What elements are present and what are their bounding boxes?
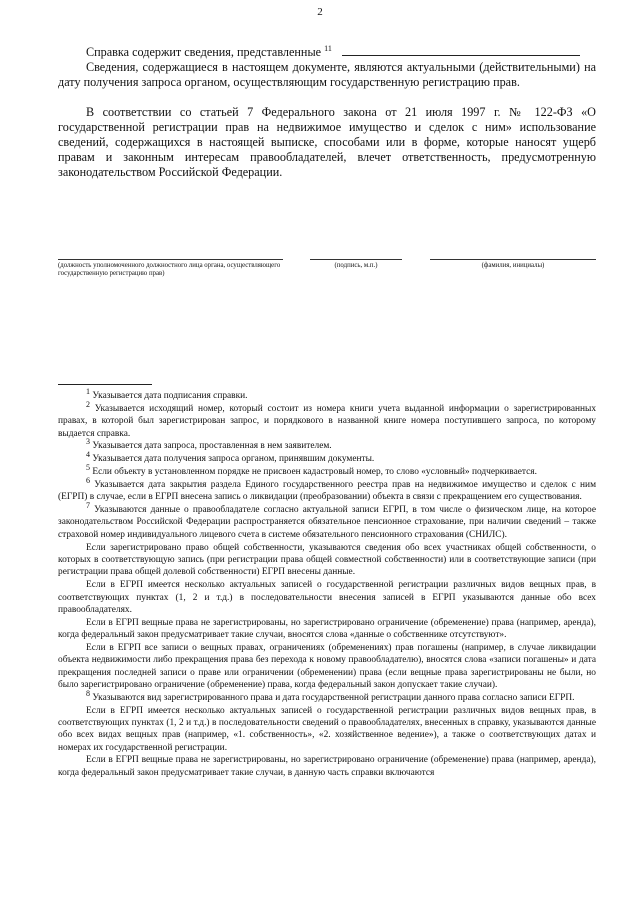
source-statement: Справка содержит сведения, представленные [86,45,322,59]
signature-sign-label: (подпись, м.п.) [310,259,402,270]
footnote [58,688,596,704]
footnote-marker: 1 [86,386,90,396]
footnote [58,399,597,440]
footnote-text: Если в ЕГРП все записи о вещных правах, ограничениях (обременениях) прав погашены (например, в случае ликвидации объекта недвижимости либо прекращения права без перехода к новому правообладателю), вносятся слова «записи погашены» и дата прекращения последней записи о праве или ограничении (обременении) права (если вещные права зарегистрированы не были, но было зарегистрировано ограничение (обременение) права, когда федеральный закон допускает такие случаи). [58,642,596,690]
law-statement: В соответствии со статьей 7 Федерального закона от 21 июля 1997 г. № 122-ФЗ «О государственной регистрации прав на недвижимое имущество и сделок с ним» использование сведений, содержащихся в настоящей выписке, способами или в форме, которые наносят ущерб правам и законным интересам правообладателей, влечет ответственность, предусмотренную законодательством Российской Федерации. [58,104,596,180]
footnote-marker: 2 [86,399,90,409]
footnote-marker: 7 [86,500,90,510]
footnote [58,754,596,779]
footnote-text: Если в ЕГРП имеется несколько актуальных записей о государственной регистрации различных видов вещных прав, в соответствующих пунктах (1, 2 и т.д.) в последовательности внесения записей в ЕГРП указываются данные обо всех правообладателях. [58,580,596,615]
footnote-marker: 4 [86,450,90,460]
footnote-text: Указываются вид зарегистрированного права и дата государственной регистрации данного права согласно записи ЕГРП. [92,692,575,703]
footnote-text: Если в ЕГРП вещные права не зарегистрированы, но зарегистрировано ограничение (обременение) права (например, аренда), когда федеральный закон предусматривает такие случаи, вносятся слова «данные о собственнике отсутствуют». [58,617,596,641]
signature-block [58,259,596,289]
source-statement-paragraph [58,44,596,60]
footnote [58,579,596,616]
footnote [58,617,596,642]
footnote [58,462,596,478]
footnote [58,500,597,541]
footnote [58,437,596,452]
footnote [58,705,596,754]
footnotes [58,386,597,780]
signature-name-label: (фамилия, инициалы) [430,259,596,270]
footnote-marker: 5 [86,462,90,472]
footnote-text: Указывается дата подписания справки. [92,391,248,401]
source-fill-line [342,44,580,56]
page-number: 2 [317,6,323,18]
footnote [58,642,596,691]
footnote-text: Если в ЕГРП вещные права не зарегистрированы, но зарегистрировано ограничение (обременение) права (например, аренда), когда федеральный закон предусматривает такие случаи, в данную часть справки включаются [58,755,596,778]
footnote-text: Указывается дата закрытия раздела Единого государственного реестра прав на недвижимое имущество и сделок с ним (ЕГРП) в случае, если в ЕГРП внесена запись о ликвидации (преобразовании) объекта в связи с прекращением его существования. [58,479,597,503]
footnote-text: Если в ЕГРП имеется несколько актуальных записей о государственной регистрации различных видов вещных прав, в соответствующих пунктах (1, 2 и т.д.) в последовательности сведений о правообладателях, внесенных в справку, указываются данные обо всех видах вещных прав (например, «1. собственность», «2. хозяйственное ведение»), а также о соответствующих датах и номерах их государственной регистрации. [58,705,596,753]
actuality-statement: Сведения, содержащиеся в настоящем документе, являются актуальными (действительными) на дату получения запроса органом, осуществляющим государственную регистрацию прав. [58,60,596,90]
signature-position-label: (должность уполномоченного должностного лица органа, осуществляющего государственную регистрацию прав) [58,259,283,278]
footnote-text: Если объекту в установленном порядке не присвоен кадастровый номер, то слово «условный» подчеркивается. [92,467,537,478]
footnote [58,475,597,504]
footnote-marker: 8 [86,688,90,698]
footnote-text: Указывается исходящий номер, который состоит из номера книги учета выданной информации о зарегистрированных правах, в которой был зарегистрирован запрос, и порядкового в названной книге номера поступившего запроса, по которому выдается справка. [58,403,597,439]
footnote-marker: 3 [86,437,90,447]
footnote-text: Указывается дата получения запроса органом, принявшим документы. [92,454,375,465]
main-text [58,44,596,181]
source-note-marker: 11 [324,43,332,53]
footnote [58,386,596,402]
footnote [58,542,596,579]
footnote-marker: 6 [86,475,90,485]
footnote [58,450,596,465]
footnote-separator [58,384,152,385]
footnote-text: Указываются данные о правообладателе согласно актуальной записи ЕГРП, в том числе о физическом лице, на которое законодательством Российской Федерации распространяется обязательное пенсионное страхование, при наличии сведений – также страховой номер индивидуального лицевого счета в системе обязательного пенсионного страхования (СНИЛС). [58,505,597,540]
footnote-text: Указывается дата запроса, проставленная в нем заявителем. [92,441,332,452]
footnote-text: Если зарегистрировано право общей собственности, указываются сведения обо всех участниках общей собственности, о которых в соответствующую запись (при регистрации права общей совместной собственности) или в соответствующие записи (при регистрации права общей долевой собственности) ЕГРП внесены данные. [58,542,596,578]
